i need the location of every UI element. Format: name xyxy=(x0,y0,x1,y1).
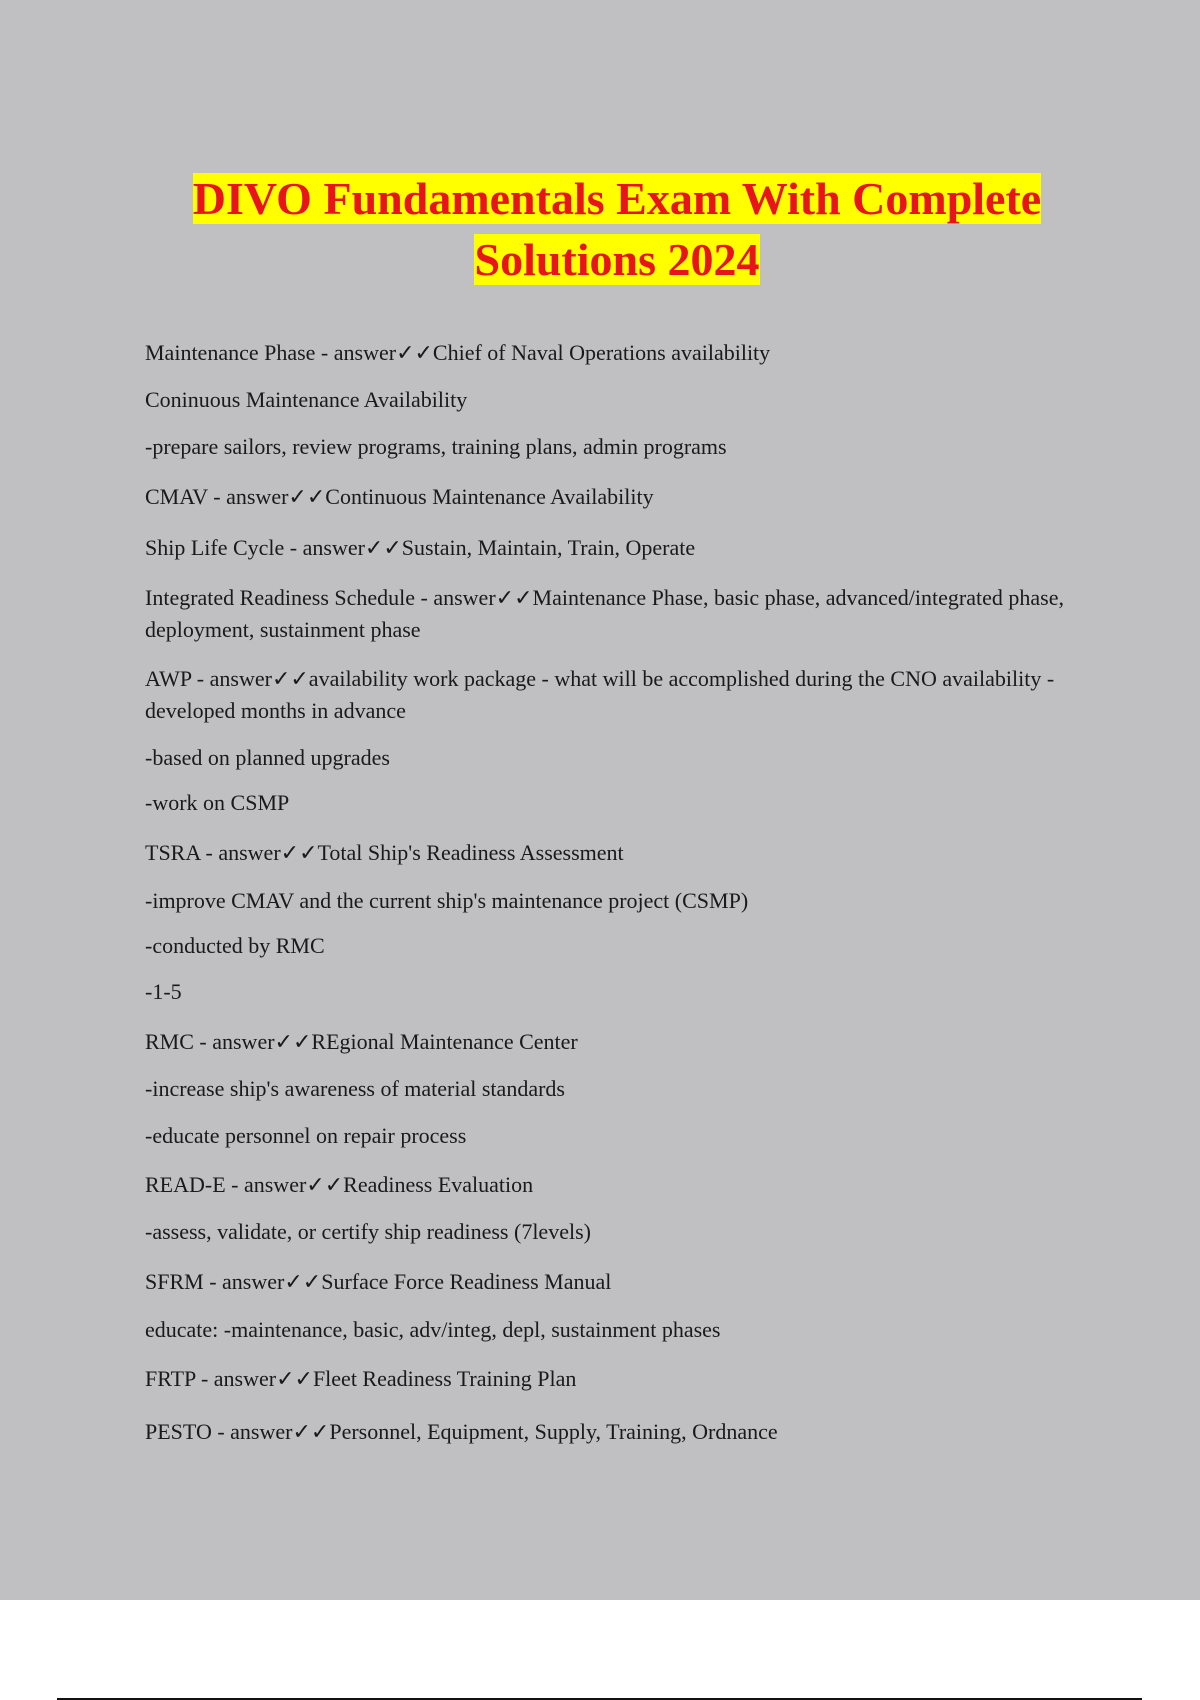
text-line: -improve CMAV and the current ship's maintenance project (CSMP) xyxy=(145,888,749,913)
text-line: Maintenance Phase - answer✓✓Chief of Naval Operations availability xyxy=(145,340,771,365)
title-line-2: Solutions 2024 xyxy=(474,234,760,285)
text-line: AWP - answer✓✓availability work package - what will be accomplished during the CNO availability - developed months in advance xyxy=(145,666,1055,723)
text-line: PESTO - answer✓✓Personnel, Equipment, Supply, Training, Ordnance xyxy=(145,1419,778,1444)
text-line: CMAV - answer✓✓Continuous Maintenance Availability xyxy=(145,484,654,509)
text-line: -conducted by RMC xyxy=(145,933,325,958)
text-line: FRTP - answer✓✓Fleet Readiness Training Plan xyxy=(145,1366,577,1391)
text-line: Ship Life Cycle - answer✓✓Sustain, Maintain, Train, Operate xyxy=(145,535,696,560)
text-line: RMC - answer✓✓REgional Maintenance Center xyxy=(145,1029,578,1054)
text-line: SFRM - answer✓✓Surface Force Readiness Manual xyxy=(145,1269,612,1294)
document-title xyxy=(0,168,1200,290)
text-line: TSRA - answer✓✓Total Ship's Readiness Assessment xyxy=(145,840,624,865)
text-line: -assess, validate, or certify ship readiness (7levels) xyxy=(145,1219,591,1244)
text-line: -increase ship's awareness of material standards xyxy=(145,1076,565,1101)
text-line: -1-5 xyxy=(145,979,182,1004)
text-line: -educate personnel on repair process xyxy=(145,1123,467,1148)
title-line-1: DIVO Fundamentals Exam With Complete xyxy=(192,173,1042,224)
text-line: -work on CSMP xyxy=(145,790,290,815)
text-line: -prepare sailors, review programs, training plans, admin programs xyxy=(145,434,727,459)
text-line: READ-E - answer✓✓Readiness Evaluation xyxy=(145,1172,534,1197)
text-line: educate: -maintenance, basic, adv/integ, depl, sustainment phases xyxy=(145,1317,721,1342)
text-line: Integrated Readiness Schedule - answer✓✓Maintenance Phase, basic phase, advanced/integrated phase, deployment, sustainment phase xyxy=(145,585,1064,642)
text-line: Coninuous Maintenance Availability xyxy=(145,387,468,412)
text-line: -based on planned upgrades xyxy=(145,745,390,770)
